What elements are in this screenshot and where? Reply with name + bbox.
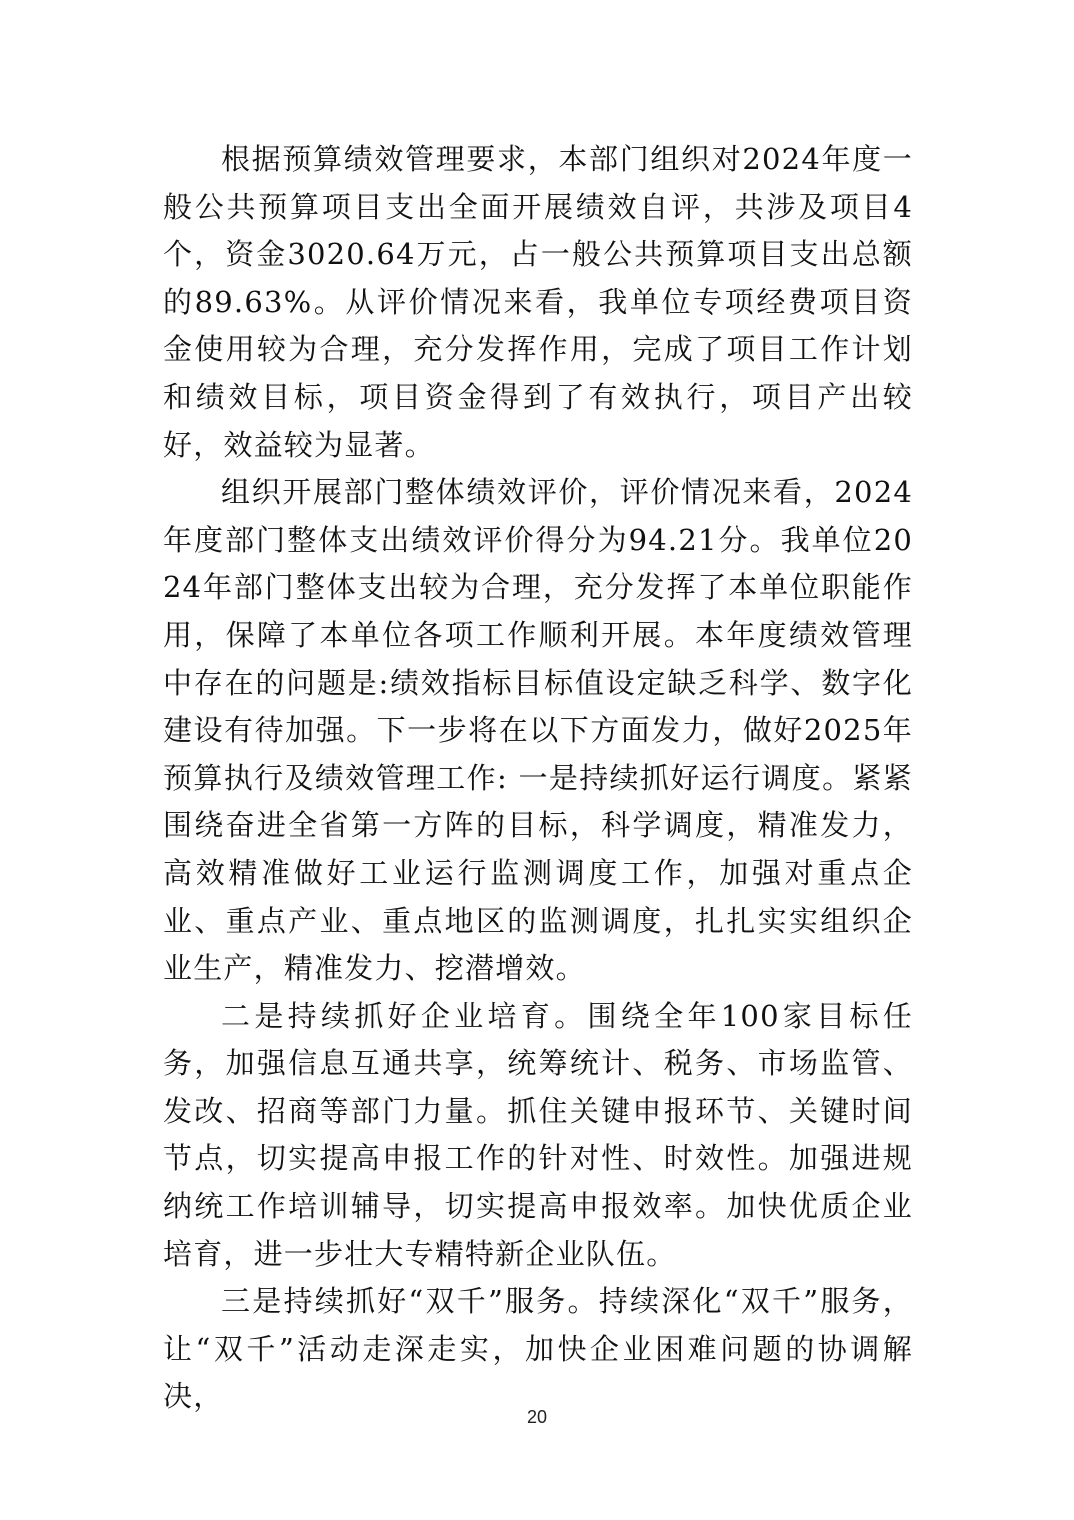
page-number: 20 [526, 1407, 548, 1427]
paragraph-self-evaluation: 根据预算绩效管理要求，本部门组织对2024年度一般公共预算项目支出全面开展绩效自评，共涉及项目4个，资金3020.64万元，占一般公共预算项目支出总额的89.63%。从评价情况来看，我单位专项经费项目资金使用较为合理，充分发挥作用，完成了项目工作计划和绩效目标，项目资金得到了有效执行，项目产出较好，效益较为显著。 [163, 142, 913, 462]
paragraph-overall-evaluation: 组织开展部门整体绩效评价，评价情况来看，2024年度部门整体支出绩效评价得分为94.21分。我单位2024年部门整体支出较为合理，充分发挥了本单位职能作用，保障了本单位各项工作顺利开展。本年度绩效管理中存在的问题是:绩效指标目标值设定缺乏科学、数字化建设有待加强。下一步将在以下方面发力，做好2025年预算执行及绩效管理工作: 一是持续抓好运行调度。紧紧围绕奋进全省第一方阵的目标，科学调度，精准发力，高效精准做好工业运行监测调度工作，加强对重点企业、重点产业、重点地区的监测调度，扎扎实实组织企业生产，精准发力、挖潜增效。 [163, 475, 913, 986]
body-text [163, 136, 913, 1421]
paragraph-dual-thousand-service: 三是持续抓好“双千”服务。持续深化“双千”服务，让“双千”活动走深走实，加快企业困难问题的协调解决， [163, 1284, 913, 1414]
paragraph-enterprise-cultivation: 二是持续抓好企业培育。围绕全年100家目标任务，加强信息互通共享，统筹统计、税务、市场监管、发改、招商等部门力量。抓住关键申报环节、关键时间节点，切实提高申报工作的针对性、时效性。加强进规纳统工作培训辅导，切实提高申报效率。加快优质企业培育，进一步壮大专精特新企业队伍。 [163, 998, 913, 1271]
